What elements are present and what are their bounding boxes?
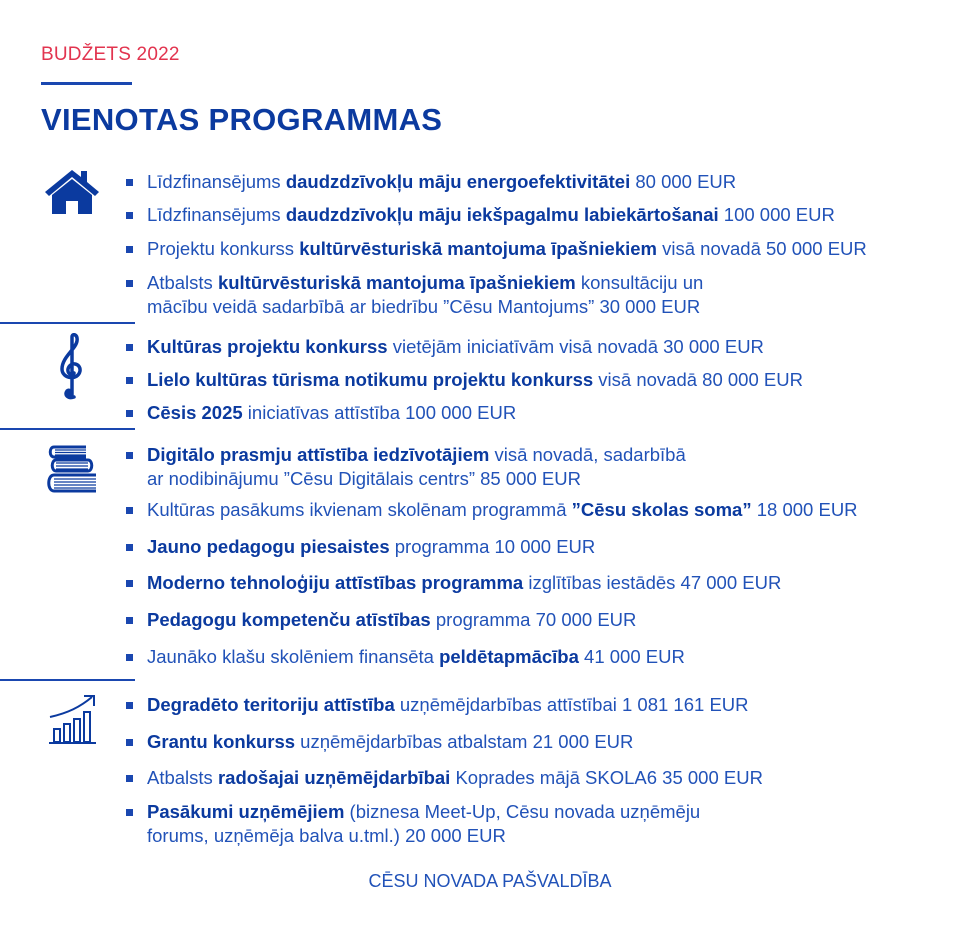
kicker-label: BUDŽETS 2022 bbox=[41, 44, 180, 65]
list-item bbox=[147, 170, 736, 194]
highlight-text: daudzdzīvokļu māju iekšpagalmu labiekārtošanai bbox=[285, 204, 719, 225]
list-item bbox=[147, 368, 803, 392]
item-text: iniciatīvas attīstība 100 000 EUR bbox=[242, 402, 517, 423]
house-icon bbox=[43, 168, 101, 215]
item-text: 80 000 EUR bbox=[630, 171, 737, 192]
highlight-text: Digitālo prasmju attīstība iedzīvotājiem bbox=[147, 444, 490, 465]
highlight-text: Lielo kultūras tūrisma notikumu projektu konkurss bbox=[147, 369, 594, 390]
list-item bbox=[147, 693, 749, 717]
item-text: izglītības iestādēs 47 000 EUR bbox=[523, 572, 782, 593]
kicker-divider bbox=[41, 82, 132, 85]
highlight-text: Pasākumi uzņēmējiem bbox=[147, 801, 345, 822]
list-item bbox=[147, 730, 633, 754]
list-item bbox=[147, 443, 686, 491]
highlight-text: daudzdzīvokļu māju energoefektivitātei bbox=[285, 171, 631, 192]
list-item bbox=[147, 571, 781, 595]
item-text: uzņēmējdarbības atbalstam 21 000 EUR bbox=[295, 731, 634, 752]
item-text: Atbalsts bbox=[147, 767, 218, 788]
item-text: konsultāciju un mācību veidā sadarbībā ar biedrību ”Cēsu Mantojums” 30 000 EUR bbox=[147, 272, 704, 317]
item-text: uzņēmējdarbības attīstībai 1 081 161 EUR bbox=[394, 694, 749, 715]
books-icon bbox=[46, 444, 98, 496]
list-item bbox=[147, 401, 516, 425]
highlight-text: Pedagogu kompetenču atīstības bbox=[147, 609, 431, 630]
highlight-text: Moderno tehnoloģiju attīstības programma bbox=[147, 572, 524, 593]
item-text: (biznesa Meet-Up, Cēsu novada uzņēmēju forums, uzņēmēja balva u.tml.) 20 000 EUR bbox=[147, 801, 701, 846]
highlight-text: ”Cēsu skolas soma” bbox=[571, 499, 752, 520]
section-divider bbox=[0, 679, 135, 681]
treble-clef-icon bbox=[58, 333, 86, 401]
highlight-text: radošajai uzņēmējdarbībai bbox=[217, 767, 451, 788]
item-text: Koprades mājā SKOLA6 35 000 EUR bbox=[450, 767, 763, 788]
section-divider bbox=[0, 428, 135, 430]
footer-organization: CĒSU NOVADA PAŠVALDĪBA bbox=[368, 871, 612, 891]
item-text: Kultūras pasākums ikvienam skolēnam programmā bbox=[147, 499, 572, 520]
list-item bbox=[147, 271, 703, 319]
item-text: Līdzfinansējums bbox=[147, 204, 286, 225]
item-text: 18 000 EUR bbox=[751, 499, 858, 520]
list-item bbox=[147, 800, 700, 848]
list-item bbox=[147, 237, 867, 261]
highlight-text: Grantu konkurss bbox=[147, 731, 296, 752]
item-text: visā novadā 80 000 EUR bbox=[593, 369, 803, 390]
highlight-text: Jauno pedagogu piesaistes bbox=[147, 536, 390, 557]
highlight-text: kultūrvēsturiskā mantojuma īpašniekiem bbox=[217, 272, 576, 293]
item-text: visā novadā 50 000 EUR bbox=[656, 238, 867, 259]
item-text: vietējām iniciatīvām visā novadā 30 000 EUR bbox=[387, 336, 764, 357]
section-divider bbox=[0, 322, 135, 324]
list-item bbox=[147, 535, 595, 559]
highlight-text: Degradēto teritoriju attīstība bbox=[147, 694, 395, 715]
list-item bbox=[147, 203, 835, 227]
item-text: visā novadā, sadarbībā ar nodibinājumu ”Cēsu Digitālais centrs” 85 000 EUR bbox=[147, 444, 686, 489]
item-text: Jaunāko klašu skolēniem finansēta bbox=[147, 646, 440, 667]
highlight-text: peldētapmācība bbox=[439, 646, 579, 667]
highlight-text: Kultūras projektu konkurss bbox=[147, 336, 388, 357]
item-text: 41 000 EUR bbox=[578, 646, 685, 667]
item-text: programma 10 000 EUR bbox=[389, 536, 596, 557]
highlight-text: kultūrvēsturiskā mantojuma īpašniekiem bbox=[299, 238, 657, 259]
list-item bbox=[147, 645, 685, 669]
item-text: Projektu konkurss bbox=[147, 238, 300, 259]
page-title: VIENOTAS PROGRAMMAS bbox=[41, 102, 443, 137]
highlight-text: Cēsis 2025 bbox=[147, 402, 243, 423]
item-text: programma 70 000 EUR bbox=[430, 609, 637, 630]
item-text: 100 000 EUR bbox=[718, 204, 835, 225]
list-item bbox=[147, 766, 763, 790]
growth-chart-icon bbox=[48, 693, 98, 745]
item-text: Atbalsts bbox=[147, 272, 218, 293]
list-item bbox=[147, 608, 636, 632]
list-item bbox=[147, 335, 764, 359]
list-item bbox=[147, 498, 858, 522]
item-text: Līdzfinansējums bbox=[147, 171, 286, 192]
